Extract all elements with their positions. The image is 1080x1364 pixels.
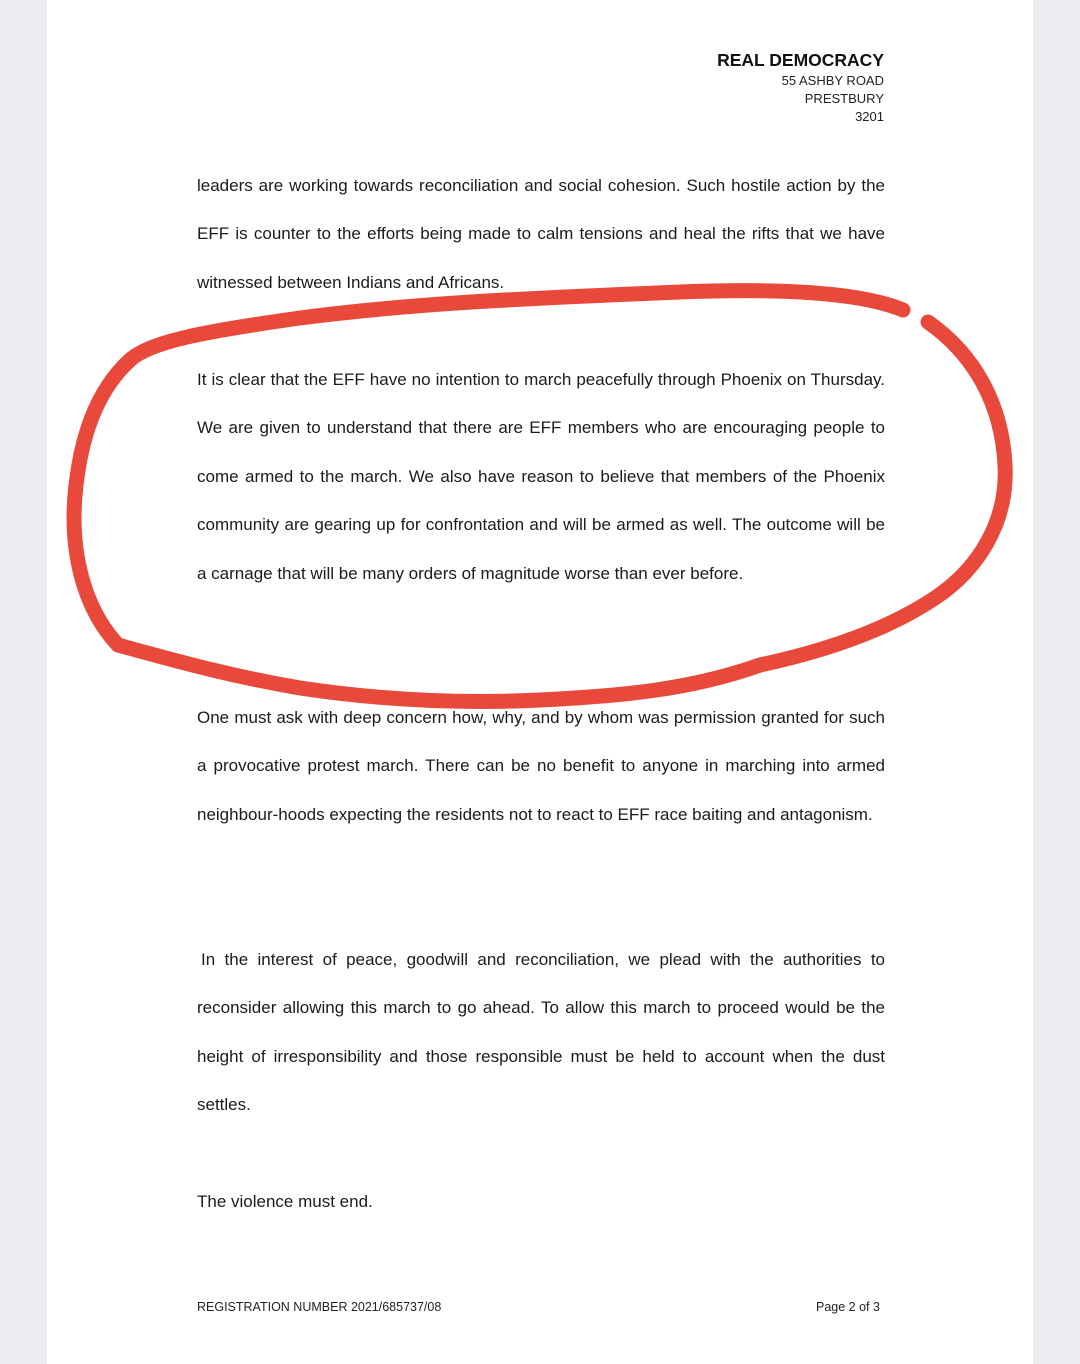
document-page (47, 0, 1033, 1364)
address-line: 55 ASHBY ROAD (781, 73, 884, 88)
paragraph-1: leaders are working towards reconciliation and social cohesion. Such hostile action by the EFF is counter to the efforts being made to calm tensions and heal the rifts that we have witnessed between Indians and Africans. (197, 176, 885, 292)
registration-number: REGISTRATION NUMBER 2021/685737/08 (197, 1300, 442, 1314)
paragraph-4: In the interest of peace, goodwill and reconciliation, we plead with the authorities to reconsider allowing this march to go ahead. To allow this march to proceed would be the height of irresponsibility and those responsible must be held to account when the dust settles. (197, 950, 885, 1115)
page-number: Page 2 of 3 (816, 1300, 880, 1314)
address-city: PRESTBURY (804, 91, 884, 106)
paragraph-5: The violence must end. (197, 1192, 373, 1211)
address-postal-code: 3201 (855, 109, 884, 124)
paragraph-2: It is clear that the EFF have no intention to march peacefully through Phoenix on Thursday. We are given to understand that there are EFF members who are encouraging people to come armed to the march. We also have reason to believe that members of the Phoenix community are gearing up for confrontation and will be armed as well. The outcome will be a carnage that will be many orders of magnitude worse than ever before. (197, 370, 885, 583)
organization-name: REAL DEMOCRACY (717, 50, 884, 70)
letterhead (717, 48, 884, 126)
paragraph-3: One must ask with deep concern how, why, and by whom was permission granted for such a provocative protest march. There can be no benefit to anyone in marching into armed neighbour-hoods expecting the residents not to react to EFF race baiting and antagonism. (197, 708, 885, 824)
